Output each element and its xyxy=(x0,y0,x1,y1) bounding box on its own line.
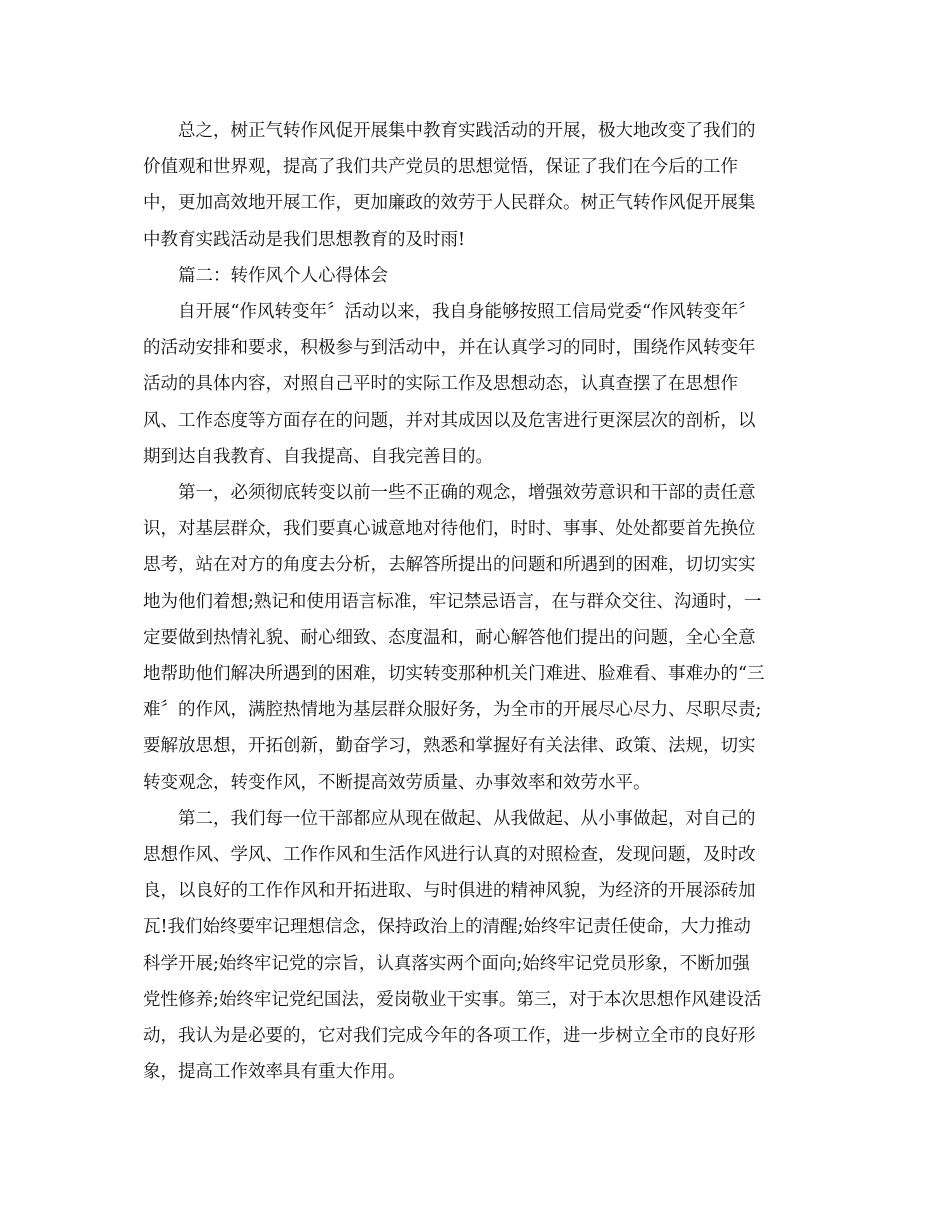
paragraph-intro: 自开展“作风转变年〞活动以来，我自身能够按照工信局党委“作风转变年〞 的活动安排和要求，积极参与到活动中，并在认真学习的同时，围绕作风转变年 活动的具体内容，对照自己平时的实际工作及思想动态，认真查摆了在思想作 风、工作态度等方面存在的问题，并对其成因以及危害进行更深层次的剖析，以 期到达自我教育、自我提高、自我完善目的。 xyxy=(143,302,756,467)
section-heading: 篇二：转作风个人心得体会 xyxy=(178,265,388,286)
document-page xyxy=(143,113,808,1090)
paragraph-second: 第二，我们每一位干部都应从现在做起、从我做起、从小事做起，对自己的 思想作风、学风、工作作风和生活作风进行认真的对照检查，发现问题，及时改 良，以良好的工作作风和开拓进取、与时俱进的精神风貌，为经济的开展添砖加 瓦!我们始终要牢记理想信念，保持政治上的清醒;始终牢记责任使命，大力推动 科学开展;始终牢记党的宗旨，认真落实两个面向;始终牢记党员形象，不断加强 党性修养;始终牢记党纪国法，爱岗敬业干实事。第三，对于本次思想作风建设活 动，我认为是必要的，它对我们完成今年的各项工作，进一步树立全市的良好形 象，提高工作效率具有重大作用。 xyxy=(143,808,762,1083)
paragraph-first: 第一，必须彻底转变以前一些不正确的观念，增强效劳意识和干部的责任意 识，对基层群众，我们要真心诚意地对待他们，时时、事事、处处都要首先换位 思考，站在对方的角度去分析，去解答所提出的问题和所遇到的困难，切切实实 地为他们着想;熟记和使用语言标准，牢记禁忌语言，在与群众交往、沟通时，一 定要做到热情礼貌、耐心细致、态度温和，耐心解答他们提出的问题，全心全意 地帮助他们解决所遇到的困难，切实转变那种机关门难进、脸难看、事难办的“三 难〞的作风，满腔热情地为基层群众服好务，为全市的开展尽心尽力、尽职尽责; 要解放思想，开拓创新，勤奋学习，熟悉和掌握好有关法律、政策、法规，切实 转变观念，转变作风，不断提高效劳质量、办事效率和效劳水平。 xyxy=(143,483,765,793)
paragraph-conclusion: 总之，树正气转作风促开展集中教育实践活动的开展，极大地改变了我们的 价值观和世界观，提高了我们共产党员的思想觉悟，保证了我们在今后的工作 中，更加高效地开展工作，更加廉政的效劳于人民群众。树正气转作风促开展集 中教育实践活动是我们思想教育的及时雨! xyxy=(143,121,756,250)
